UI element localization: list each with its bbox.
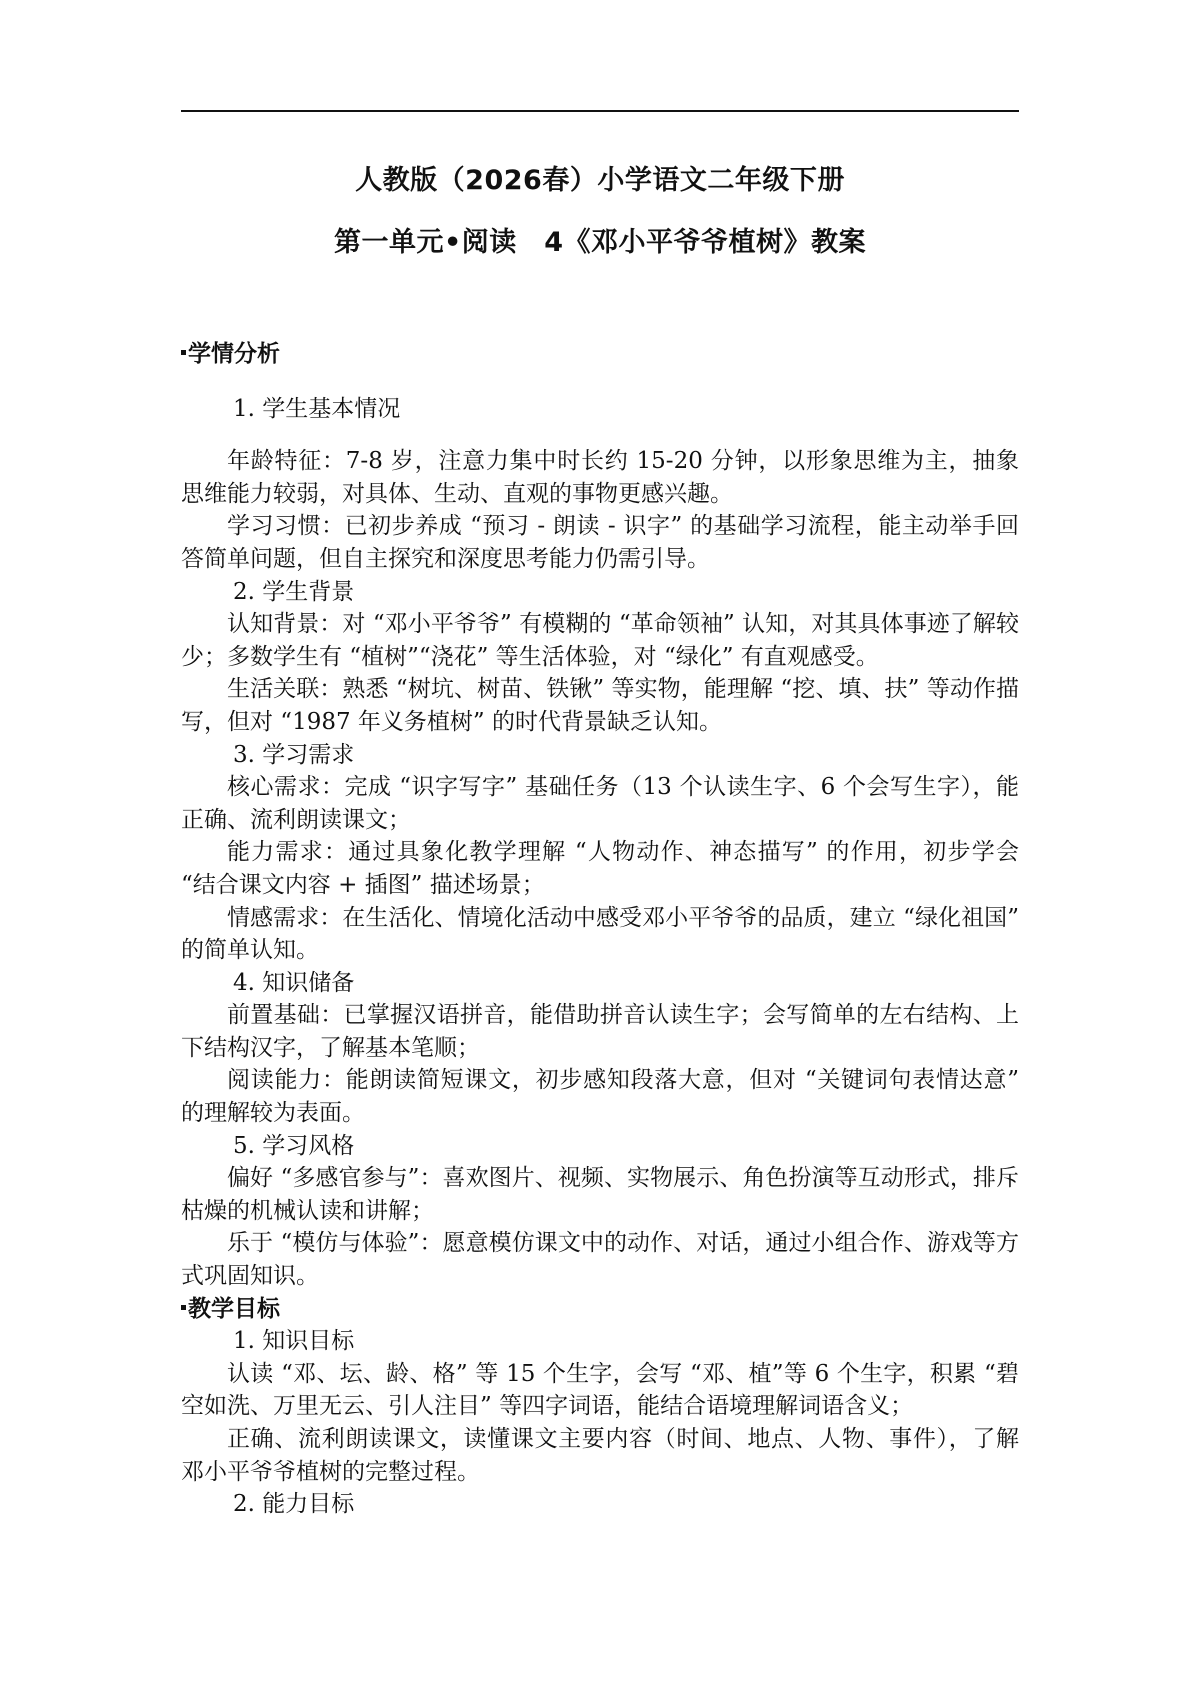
- lesson-title: 第一单元•阅读 4《邓小平爷爷植树》教案: [333, 227, 867, 258]
- paragraph: 认知背景：对 “邓小平爷爷” 有模糊的 “革命领袖” 认知，对其具体事迹了解较少；多数学生有 “植树”“浇花” 等生活体验，对 “绿化” 有直观感受。: [181, 611, 1019, 670]
- paragraph: 前置基础：已掌握汉语拼音，能借助拼音认读生字；会写简单的左右结构、上下结构汉字，了解基本笔顺；: [181, 1002, 1019, 1061]
- document-body: [181, 338, 1019, 1521]
- paragraph: 学习习惯：已初步养成 “预习 - 朗读 - 识字” 的基础学习流程，能主动举手回答简单问题，但自主探究和深度思考能力仍需引导。: [181, 513, 1019, 572]
- subheading: 3. 学习需求: [233, 741, 355, 768]
- paragraph: 生活关联：熟悉 “树坑、树苗、铁锹” 等实物，能理解 “挖、填、扶” 等动作描写，但对 “1987 年义务植树” 的时代背景缺乏认知。: [181, 676, 1019, 735]
- subheading: 1. 学生基本情况: [233, 395, 401, 422]
- paragraph: 认读 “邓、坛、龄、格” 等 15 个生字，会写 “邓、植”等 6 个生字，积累 “碧空如洗、万里无云、引人注目” 等四字词语，能结合语境理解词语含义；: [181, 1360, 1019, 1420]
- paragraph: 偏好 “多感官参与”：喜欢图片、视频、实物展示、角色扮演等互动形式，排斥枯燥的机械认读和讲解；: [181, 1165, 1019, 1224]
- subheading: 1. 知识目标: [233, 1328, 355, 1355]
- paragraph: 年龄特征：7-8 岁，注意力集中时长约 15-20 分钟，以形象思维为主，抽象思维能力较弱，对具体、生动、直观的事物更感兴趣。: [181, 448, 1019, 507]
- section-heading: 教学目标: [181, 1293, 1019, 1326]
- paragraph: 乐于 “模仿与体验”：愿意模仿课文中的动作、对话，通过小组合作、游戏等方式巩固知识。: [181, 1230, 1019, 1290]
- bullet-square-icon: [181, 350, 186, 355]
- paragraph: 核心需求：完成 “识字写字” 基础任务（13 个认读生字、6 个会写生字），能正确、流利朗读课文；: [181, 774, 1019, 833]
- paragraph: 能力需求：通过具象化教学理解 “人物动作、神态描写” 的作用，初步学会 “结合课文内容 + 插图” 描述场景；: [181, 839, 1019, 898]
- paragraph: 阅读能力：能朗读简短课文，初步感知段落大意，但对 “关键词句表情达意” 的理解较为表面。: [181, 1067, 1019, 1127]
- subheading: 2. 学生背景: [233, 578, 355, 605]
- subheading: 4. 知识储备: [233, 969, 355, 996]
- header-rule: [181, 110, 1019, 112]
- document-title: 人教版（2026春）小学语文二年级下册: [355, 165, 845, 196]
- bullet-square-icon: [181, 1305, 186, 1310]
- section-heading: 学情分析: [181, 338, 1019, 371]
- paragraph: 正确、流利朗读课文，读懂课文主要内容（时间、地点、人物、事件），了解邓小平爷爷植树的完整过程。: [181, 1426, 1019, 1485]
- paragraph: 情感需求：在生活化、情境化活动中感受邓小平爷爷的品质，建立 “绿化祖国” 的简单认知。: [181, 904, 1019, 964]
- subheading: 5. 学习风格: [233, 1132, 355, 1159]
- subheading: 2. 能力目标: [233, 1491, 355, 1518]
